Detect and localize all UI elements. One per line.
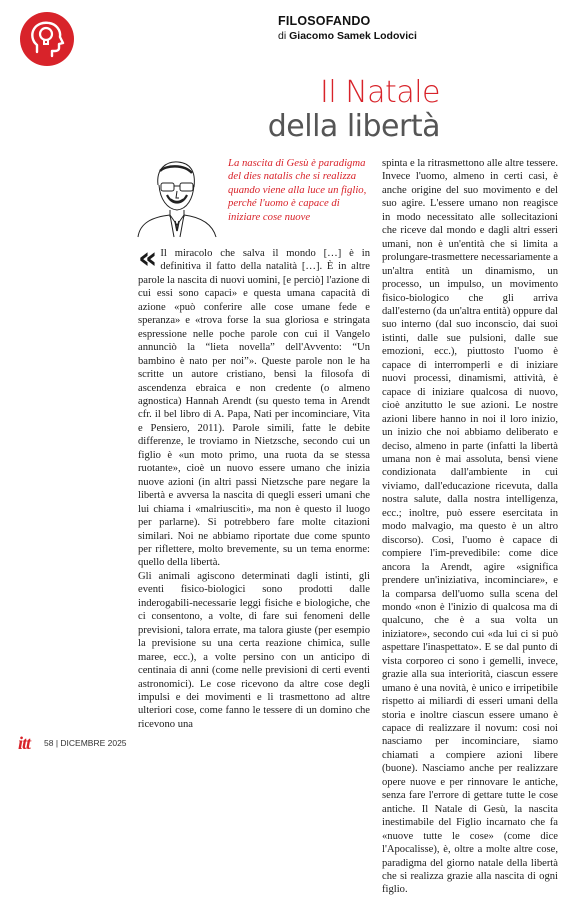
author-name: Giacomo Samek Lodovici: [289, 30, 417, 42]
headline-line-1: Il Natale: [320, 75, 440, 110]
article-lead: La nascita di Gesù è paradigma del dies natalis che si realizza quando viene alla luce un figlio, perché l'uomo è capace di iniziare cose nuove: [228, 157, 367, 223]
paragraph: [138, 241, 370, 570]
byline: [278, 30, 417, 42]
paragraph: Gli animali agiscono determinati dagli istinti, gli eventi fisico-biologici sono prodotti dalle inderogabili-necessarie leggi fisiche e biologiche, che ci consentono, a volte, di fare sui fenomeni delle previsioni, talora errate, ma talora giuste (per esempio la previsione su una certa reazione chimica, sulle maree, ecc.), a volte persino con un anticipo di centinaia di anni (come nelle previsioni di certi eventi astronomici). Le cose ricevono da altre cose degli impulsi e dei movimenti e li trasmettono ad altre ulteriori cose, come fanno le tessere di un domino che ricevono una: [138, 570, 370, 730]
paragraph: spinta e la ritrasmettono alle altre tessere. Invece l'uomo, almeno in certi casi, è anche origine del suo movimento e del suo agire. L'essere umano non reagisce in modo necessitato alle sollecitazioni che riceve dal mondo e dagli altri esseri umani, non è un'entità che si limita a prolungare-trasmettere necessariamente a un'altra entità un dinamismo, un processo, un impulso, un movimento fisico-biologico che gli arriva dall'esterno (da un'altra entità) oppure dal suo interno (dal suo inconscio, dai suoi istinti, dalle sue pulsioni, dalle sue emozioni, ecc.), piuttosto l'uomo è capace di interromperli e di iniziare nuovi processi, dinamismi, attività, è capace di iniziare qualcosa di nuovo, cioè anzitutto le sue azioni. Le nostre azioni libere hanno in noi il loro inizio, un inizio che noi abbiamo deliberato e deciso, almeno in parte (infatti la libertà umana non è mai assoluta, bensì viene condizionata dall'ambiente in cui viviamo, dall'educazione ricevuta, dalla nostra salute, dalla nostra intelligenza, ecc.; inoltre, può essere esercitata in modo malvagio, ma questo è un altro discorso). Così, l'uomo è capace di compiere l'im-prevedibile: come dice ancora la Arendt, agire «significa prendere un'iniziativa, incominciare», e la comparsa dell'uomo sulla scena del mondo «non è l'inizio di qualcosa ma di qualcuno, che è a sua volta un iniziatore», secondo cui «da lui ci si può aspettare l'inaspettato». E se dal punto di vista corporeo ci sono i gemelli, invece, grazie alla sua interiorità, ciascun essere umano è una novità, è unico e irripetibile rispetto ai miliardi di esseri umani della storia e inoltre ciascun essere umano è capace di realizzare il novum: cosi noi nasciamo per incominciare, siamo chiamati a compiere azioni libere (buone). Nasciamo anche per realizzare opere nuove e per rinnovare le antiche, senza fare l'errore di gettare tutte le cose antiche. Il Natale di Gesù, la nascita inestimabile del Figlio incarnato che fa «nuove tutte le cose» (come dice l'Apocalisse), è, oltre a molte altre cose, paradigma del giorno natale della libertà che si realizza grazie alla nascita di ogni figlio.: [382, 158, 558, 896]
magazine-logo: itt: [18, 733, 31, 753]
opening-quote-mark: «: [138, 241, 158, 276]
rubric-label: FILOSOFANDO: [278, 14, 371, 28]
byline-prefix: di: [278, 30, 287, 42]
rubric-logo: [20, 12, 74, 66]
paragraph-text: Il miracolo che salva il mondo […] è in definitiva il fatto della natalità […]. È in altre parole la nascita di nuovi uomini, [e perciò] l'azione di cui essi sono capaci» e questa umana capacità di azione «può conferire alle cose umane fede e speranza» e «trova forse la sua gloriosa e stringata espressione nelle poche parole con cui il Vangelo annunciò la “lieta novella” dell'Avvento: “Un bambino è nato per noi”». Queste parole non le ha scritte un autore cristiano, bensì la filosofa di ascendenza ebraica e non credente (o almeno agnostica) Hannah Arendt (su questo tema in Arendt cfr. il bel libro di A. Papa, Nati per incominciare, Vita e Pensiero, 2011). Parole simili, fatte le debite differenze, le troviamo in Nietzsche, secondo cui un figlio è «un moto primo, una ruota da se stessa ruotante», cioè un nuovo essere umano che inizia nuove azioni (in altri passi Nietzsche pare negare la libertà e avversa la nascita di quegli esseri umani che lui chiama i «malriusciti», ma non è questo il luogo per parlarne). Si potrebbero fare molte citazioni similari. Noi ne abbiamo riportate due come spunto per riflettere, molto brevemente, su un tema enorme: quello della libertà.: [138, 248, 370, 569]
article-column-left: [138, 241, 370, 732]
headline-line-2: della libertà: [267, 109, 440, 144]
article-column-right: [382, 157, 558, 896]
head-bulb-icon: [20, 12, 74, 66]
page-info: 58 | DICEMBRE 2025: [44, 738, 127, 748]
author-portrait: [130, 155, 222, 237]
